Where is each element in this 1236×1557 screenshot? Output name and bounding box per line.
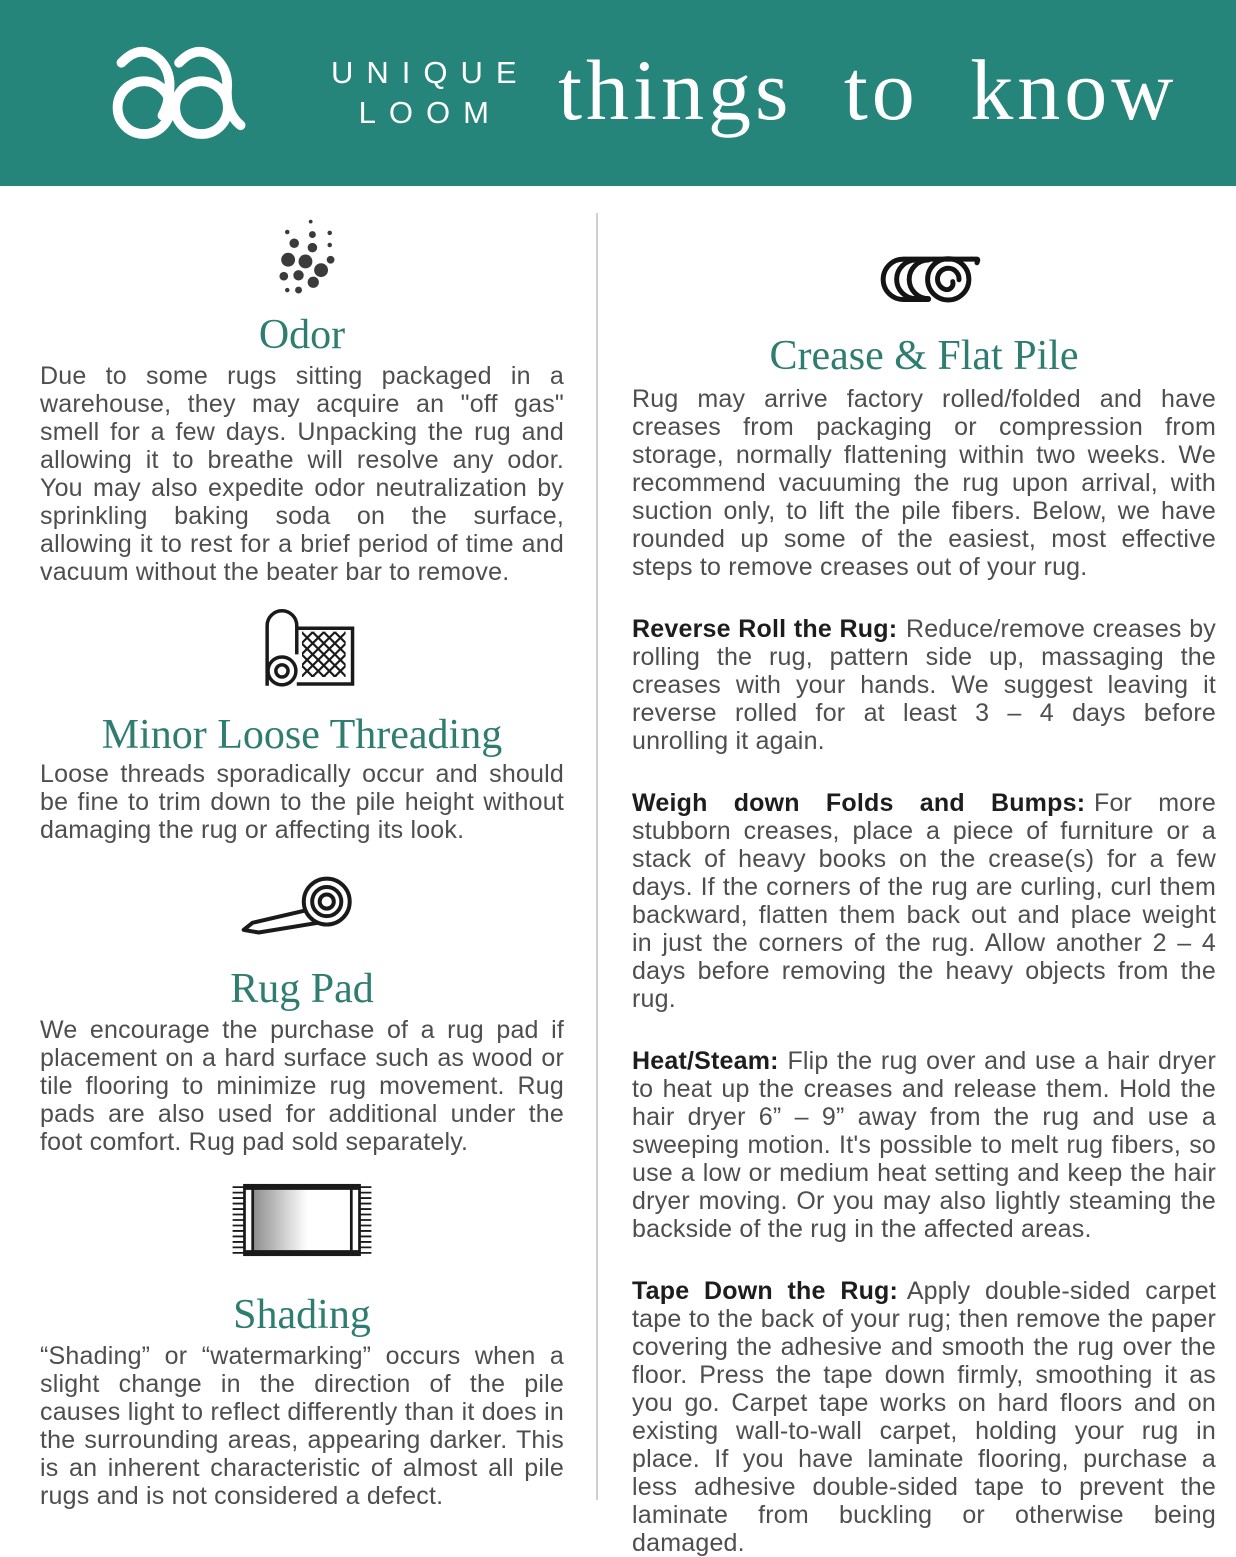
- section-body-threading: Loose threads sporadically occur and should be fine to trim down to the pile height without damaging the rug or affecting its look.: [40, 760, 564, 844]
- shaded-rug-fringe-icon: [222, 1178, 382, 1262]
- content-area: [0, 186, 1236, 1557]
- header-banner: [0, 0, 1236, 186]
- page-title: things to know: [558, 42, 1178, 138]
- column-divider: [596, 213, 598, 1500]
- section-heading-crease: Crease & Flat Pile: [769, 333, 1079, 379]
- crease-icon-wrap: [632, 243, 1216, 313]
- shading-icon-wrap: [40, 1178, 564, 1262]
- rugpad-icon-wrap: [40, 868, 564, 944]
- tip-text: Reduce/remove creases by rolling the rug, pattern side up, massaging the creases with your hands. We suggest leaving it reverse rolled for at least 3 – 4 days before unrolling it again.: [632, 615, 1217, 755]
- section-heading-odor: Odor: [258, 312, 346, 358]
- tip-label: Heat/Steam:: [632, 1047, 779, 1075]
- rug-pad-roll-icon: [238, 868, 366, 944]
- unique-loom-double-loop-logo-icon: [100, 39, 305, 147]
- section-heading-shading: Shading: [233, 1292, 371, 1338]
- tip-label: Tape Down the Rug:: [632, 1277, 899, 1305]
- tip-text: Flip the rug over and use a hair dryer to heat up the creases and release them. Hold the hair dryer 6” – 9” away from the rug and use a sweeping motion. It's possible to melt rug fibers, so use a low or medium heat setting and keep the hair dryer moving. Or you may also lightly steaming the backside of the rug in the affected areas.: [632, 1047, 1216, 1243]
- tip-heat-steam: [632, 1047, 1216, 1243]
- brand-name-line1: UNIQUE: [331, 54, 530, 90]
- tip-tape-down: [632, 1277, 1216, 1557]
- brand-logo-group: [100, 39, 530, 147]
- right-column: [632, 186, 1216, 1557]
- section-body-shading: “Shading” or “watermarking” occurs when a slight change in the direction of the pile causes light to reflect differently than it does in the surrounding areas, appearing darker. This is an inherent characteristic of almost all pile rugs and is not considered a defect.: [40, 1342, 564, 1510]
- odor-dots-icon: [250, 208, 354, 308]
- tip-label: Weigh down Folds and Bumps:: [632, 789, 1086, 817]
- threading-icon-wrap: [40, 602, 564, 698]
- left-column: [40, 186, 564, 1510]
- tip-label: Reverse Roll the Rug:: [632, 615, 898, 643]
- odor-icon-wrap: [40, 208, 564, 308]
- rolled-rug-crosshatch-icon: [241, 602, 363, 698]
- section-heading-rugpad: Rug Pad: [230, 966, 374, 1012]
- tip-text: For more stubborn creases, place a piece of furniture or a stack of heavy books on the crease(s) for a few days. If the corners of the rug are curling, curl them backward, flatten them back out and place weight in just the corners of the rug. Allow another 2 – 4 days before removing the heavy objects from the rug.: [632, 789, 1216, 1013]
- section-minor-loose-threading: [40, 602, 564, 844]
- section-odor: [40, 208, 564, 586]
- rolled-rug-spiral-icon: [862, 243, 986, 313]
- tip-reverse-roll: [632, 615, 1216, 755]
- brand-name-line2: LOOM: [358, 95, 502, 130]
- tip-weigh-down: [632, 789, 1216, 1013]
- section-rug-pad: [40, 868, 564, 1156]
- section-heading-threading: Minor Loose Threading: [101, 712, 503, 758]
- section-shading: [40, 1178, 564, 1510]
- brand-name: [331, 53, 530, 134]
- section-body-odor: Due to some rugs sitting packaged in a warehouse, they may acquire an "off gas" smell for a few days. Unpacking the rug and allowing it to breathe will resolve any odor. You may also expedite odor neutralization by sprinkling baking soda on the surface, allowing it to rest for a brief period of time and vacuum without the beater bar to remove.: [40, 362, 564, 586]
- section-body-crease-intro: Rug may arrive factory rolled/folded and have creases from packaging or compression from storage, normally flattening within two weeks. We recommend vacuuming the rug upon arrival, with suction only, to lift the pile fibers. Below, we have rounded up some of the easiest, most effective steps to remove creases out of your rug.: [632, 385, 1216, 581]
- section-body-rugpad: We encourage the purchase of a rug pad if placement on a hard surface such as wood or tile flooring to minimize rug movement. Rug pads are also used for additional under the foot comfort. Rug pad sold separately.: [40, 1016, 564, 1156]
- tip-text: Apply double-sided carpet tape to the back of your rug; then remove the paper covering the adhesive and smooth the rug over the floor. Press the tape down firmly, smoothing it as you go. Carpet tape works on hard floors and on existing wall-to-wall carpet, holding your rug in place. If you have laminate flooring, purchase a less adhesive double-sided tape to prevent the laminate from buckling or otherwise being damaged.: [632, 1277, 1216, 1557]
